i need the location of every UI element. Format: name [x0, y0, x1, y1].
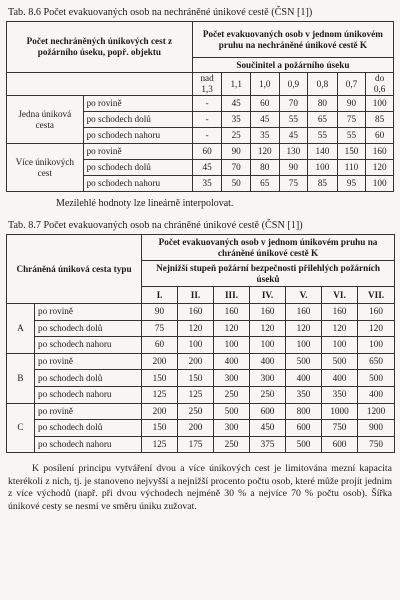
table2-caption: Tab. 8.7 Počet evakuovaných osob na chráněné únikové cestě (ČSN [1])	[8, 220, 303, 231]
route-type-cell: po schodech dolů	[35, 370, 142, 387]
table1-body	[7, 96, 394, 192]
table2-col-header: Počet evakuovaných osob v jednom únikovém pruhu na chráněné únikové cestě K	[142, 235, 395, 261]
value-cell: 35	[222, 112, 251, 128]
value-cell: 60	[142, 337, 178, 354]
value-cell: 300	[250, 370, 286, 387]
table2-row-header: Chráněná úniková cesta typu	[7, 235, 142, 304]
table2-body	[7, 304, 395, 453]
value-cell: 75	[279, 176, 308, 192]
value-cell: 250	[178, 403, 214, 420]
table1-row-header: Počet nechráněných únikových cest z požárního úseku, popř. objektu	[7, 22, 193, 73]
value-cell: 65	[250, 176, 279, 192]
table1-sub-header: Součinitel a požárního úseku	[192, 58, 393, 73]
value-cell: 125	[142, 436, 178, 453]
document-page	[6, 6, 394, 513]
value-cell: 120	[178, 320, 214, 337]
value-cell: 100	[366, 176, 394, 192]
value-cell: 100	[358, 337, 395, 354]
value-cell: 175	[178, 436, 214, 453]
table-row	[7, 144, 394, 160]
table1-caption: Tab. 8.6 Počet evakuovaných osob na nechráněné únikové cestě (ČSN [1])	[8, 7, 313, 18]
value-cell: 60	[192, 144, 222, 160]
value-cell: 120	[322, 320, 358, 337]
table1-empty-cell	[7, 73, 193, 96]
value-cell: 200	[178, 353, 214, 370]
value-cell: 350	[286, 386, 322, 403]
value-cell: 55	[337, 128, 366, 144]
table-row	[7, 370, 395, 387]
body-paragraph	[8, 463, 392, 513]
value-cell: 80	[308, 96, 338, 112]
table1-col-header-text: Počet evakuovaných osob v jednom únikovém pruhu na nechráněné únikové cestě K	[202, 28, 383, 50]
value-cell: 500	[358, 370, 395, 387]
coef-cell: 1,1	[222, 73, 251, 96]
value-cell: 120	[214, 320, 250, 337]
value-cell: 400	[250, 353, 286, 370]
coef-cell: 0,7	[337, 73, 366, 96]
value-cell: 250	[214, 386, 250, 403]
value-cell: 60	[366, 128, 394, 144]
route-type-cell: po rovině	[83, 144, 192, 160]
value-cell: 200	[142, 403, 178, 420]
table-row	[7, 96, 394, 112]
interpolation-note: Mezilehlé hodnoty lze lineárně interpolovat.	[56, 198, 234, 209]
value-cell: 90	[279, 160, 308, 176]
value-cell: 55	[308, 128, 338, 144]
value-cell: 120	[250, 320, 286, 337]
degree-cell: VII.	[358, 287, 395, 304]
route-type-cell: po schodech dolů	[83, 160, 192, 176]
value-cell: 400	[322, 370, 358, 387]
value-cell: 120	[250, 144, 279, 160]
value-cell: 200	[178, 420, 214, 437]
table-row	[7, 320, 395, 337]
table-row	[7, 436, 395, 453]
value-cell: 45	[192, 160, 222, 176]
value-cell: 140	[308, 144, 338, 160]
degree-cell: V.	[286, 287, 322, 304]
degree-cell: I.	[142, 287, 178, 304]
route-type-cell: po schodech dolů	[35, 320, 142, 337]
value-cell: 100	[286, 337, 322, 354]
value-cell: 350	[322, 386, 358, 403]
value-cell: 500	[322, 353, 358, 370]
value-cell: -	[192, 112, 222, 128]
value-cell: 160	[366, 144, 394, 160]
route-type-cell: po schodech nahoru	[83, 176, 192, 192]
degree-cell: VI.	[322, 287, 358, 304]
value-cell: 900	[358, 420, 395, 437]
value-cell: 160	[178, 304, 214, 321]
value-cell: 160	[322, 304, 358, 321]
group-label: C	[7, 403, 35, 453]
value-cell: 400	[286, 370, 322, 387]
value-cell: 375	[250, 436, 286, 453]
value-cell: 90	[222, 144, 251, 160]
value-cell: 600	[250, 403, 286, 420]
value-cell: 300	[214, 420, 250, 437]
value-cell: 450	[250, 420, 286, 437]
route-type-cell: po schodech nahoru	[35, 337, 142, 354]
table-row	[7, 420, 395, 437]
value-cell: 50	[222, 176, 251, 192]
value-cell: 100	[178, 337, 214, 354]
value-cell: 45	[250, 112, 279, 128]
value-cell: 75	[142, 320, 178, 337]
value-cell: 100	[214, 337, 250, 354]
value-cell: 75	[337, 112, 366, 128]
group-label: Více únikových cest	[7, 144, 84, 192]
value-cell: 650	[358, 353, 395, 370]
value-cell: 100	[250, 337, 286, 354]
route-type-cell: po schodech nahoru	[83, 128, 192, 144]
group-label: A	[7, 304, 35, 354]
table-row	[7, 337, 395, 354]
value-cell: 500	[286, 353, 322, 370]
value-cell: 90	[337, 96, 366, 112]
route-type-cell: po rovině	[83, 96, 192, 112]
value-cell: -	[192, 128, 222, 144]
table1-coef-row	[7, 73, 394, 96]
route-type-cell: po schodech dolů	[35, 420, 142, 437]
table2-sub-header: Nejnižší stupeň požární bezpečnosti přilehlých požárních úseků	[142, 261, 395, 287]
coef-cell: 0,8	[308, 73, 338, 96]
value-cell: 85	[308, 176, 338, 192]
value-cell: 1000	[322, 403, 358, 420]
coef-cell: do 0,6	[366, 73, 394, 96]
degree-cell: III.	[214, 287, 250, 304]
coef-cell: nad 1,3	[192, 73, 222, 96]
value-cell: 45	[222, 96, 251, 112]
value-cell: 70	[279, 96, 308, 112]
table1	[6, 21, 394, 192]
value-cell: 45	[279, 128, 308, 144]
value-cell: 160	[286, 304, 322, 321]
value-cell: 500	[214, 403, 250, 420]
table-row	[7, 304, 395, 321]
value-cell: 600	[286, 420, 322, 437]
table-row	[7, 403, 395, 420]
value-cell: 95	[337, 176, 366, 192]
table-row	[7, 353, 395, 370]
table2	[6, 234, 395, 453]
value-cell: 160	[358, 304, 395, 321]
value-cell: 1200	[358, 403, 395, 420]
value-cell: 120	[358, 320, 395, 337]
value-cell: 100	[308, 160, 338, 176]
value-cell: 150	[142, 370, 178, 387]
value-cell: 200	[142, 353, 178, 370]
value-cell: 750	[322, 420, 358, 437]
table-row	[7, 386, 395, 403]
value-cell: 110	[337, 160, 366, 176]
value-cell: 160	[214, 304, 250, 321]
paragraph-text: K posílení principu vytváření dvou a více únikových cest je limitována mezní kapacita kterékoli z nich, tj. je stanoveno nejvyšší a nejnižší procento počtu osob, které může projít jednim z více východů (např. při dvou východech nejméně 30 % a nejvíce 70 % počtu osob). Šířka únikové cesty se nesmí ve směru úniku zužovat.	[8, 463, 392, 512]
route-type-cell: po rovině	[35, 353, 142, 370]
value-cell: 400	[214, 353, 250, 370]
value-cell: 55	[279, 112, 308, 128]
value-cell: 90	[142, 304, 178, 321]
value-cell: 125	[142, 386, 178, 403]
route-type-cell: po rovině	[35, 403, 142, 420]
table1-col-header	[192, 22, 393, 58]
value-cell: 600	[322, 436, 358, 453]
group-label: Jedna úniková cesta	[7, 96, 84, 144]
route-type-cell: po schodech dolů	[83, 112, 192, 128]
value-cell: 150	[178, 370, 214, 387]
route-type-cell: po rovině	[35, 304, 142, 321]
value-cell: 300	[214, 370, 250, 387]
value-cell: 70	[222, 160, 251, 176]
value-cell: 400	[358, 386, 395, 403]
value-cell: 100	[366, 96, 394, 112]
value-cell: 160	[250, 304, 286, 321]
route-type-cell: po schodech nahoru	[35, 386, 142, 403]
value-cell: 60	[250, 96, 279, 112]
group-label: B	[7, 353, 35, 403]
coef-cell: 0,9	[279, 73, 308, 96]
value-cell: 65	[308, 112, 338, 128]
value-cell: 120	[366, 160, 394, 176]
value-cell: 125	[178, 386, 214, 403]
degree-cell: IV.	[250, 287, 286, 304]
value-cell: 35	[250, 128, 279, 144]
route-type-cell: po schodech nahoru	[35, 436, 142, 453]
coef-cell: 1,0	[250, 73, 279, 96]
value-cell: 100	[322, 337, 358, 354]
value-cell: 250	[250, 386, 286, 403]
value-cell: 750	[358, 436, 395, 453]
value-cell: 120	[286, 320, 322, 337]
value-cell: 500	[286, 436, 322, 453]
value-cell: 150	[142, 420, 178, 437]
value-cell: 130	[279, 144, 308, 160]
value-cell: 35	[192, 176, 222, 192]
degree-cell: II.	[178, 287, 214, 304]
value-cell: 25	[222, 128, 251, 144]
value-cell: 250	[214, 436, 250, 453]
value-cell: -	[192, 96, 222, 112]
value-cell: 85	[366, 112, 394, 128]
value-cell: 80	[250, 160, 279, 176]
value-cell: 150	[337, 144, 366, 160]
value-cell: 800	[286, 403, 322, 420]
